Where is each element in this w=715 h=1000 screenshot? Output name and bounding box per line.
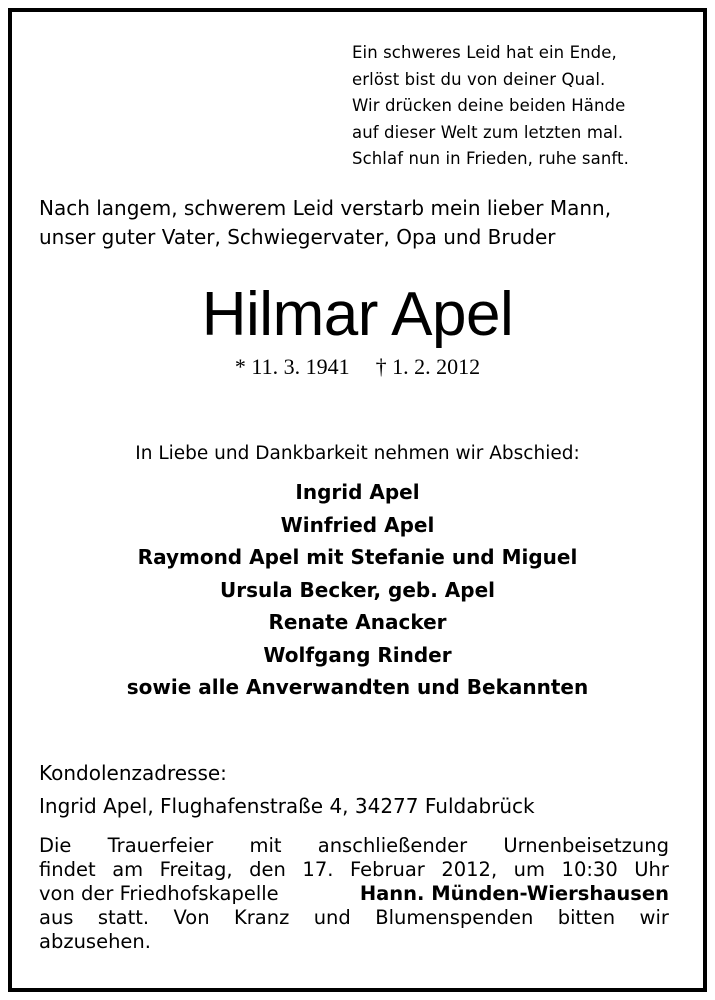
ceremony-line <box>39 930 669 954</box>
word: um <box>513 858 546 881</box>
ceremony-line <box>39 906 669 930</box>
word: statt. <box>97 906 150 929</box>
obituary-notice <box>8 8 707 992</box>
mourner-name: sowie alle Anverwandten und Bekannten <box>126 675 589 699</box>
word: Uhr <box>634 858 669 881</box>
word: Freitag, <box>159 858 233 881</box>
farewell-text: In Liebe und Dankbarkeit nehmen wir Abschied: <box>135 443 580 464</box>
ceremony-location-prefix: von der Friedhofskapelle <box>39 882 279 905</box>
mourner-name: Winfried Apel <box>280 512 435 537</box>
poem-line: erlöst bist du von deiner Qual. <box>352 69 606 89</box>
word: aus <box>39 906 74 929</box>
word: Trauerfeier <box>107 834 214 857</box>
word: bitten <box>557 906 616 929</box>
intro-text <box>39 194 689 252</box>
word: wir <box>639 906 669 929</box>
word: den <box>249 858 286 881</box>
mourner-name: Ursula Becker, geb. Apel <box>219 577 495 602</box>
word: Kranz <box>233 906 290 929</box>
condolence-address: Ingrid Apel, Flughafenstraße 4, 34277 Fuldabrück <box>39 794 535 818</box>
poem <box>352 40 629 173</box>
mourner-name: Ingrid Apel <box>295 480 420 504</box>
mourners-list <box>12 476 703 704</box>
word: mit <box>249 834 282 857</box>
word: Urnenbeisetzung <box>503 834 669 857</box>
word: Februar <box>349 858 425 881</box>
poem-line: auf dieser Welt zum letzten mal. <box>352 122 624 142</box>
word: 17. <box>302 858 334 881</box>
mourner-name: Renate Anacker <box>268 610 447 634</box>
word: Die <box>39 834 72 857</box>
word: 2012, <box>441 858 498 881</box>
condolence-label: Kondolenzadresse: <box>39 761 227 785</box>
ceremony-line <box>39 834 669 858</box>
intro-line: unser guter Vater, Schwiegervater, Opa und Bruder <box>39 225 556 249</box>
word: am <box>112 858 144 881</box>
mourner-name: Raymond Apel mit Stefanie und Miguel <box>137 545 578 569</box>
ceremony-location: Hann. Münden-Wiershausen <box>359 882 669 905</box>
word: findet <box>39 858 96 881</box>
death-date: † 1. 2. 2012 <box>375 354 481 379</box>
word: anschließender <box>317 834 468 857</box>
mourner-name: Wolfgang Rinder <box>263 642 452 667</box>
word: und <box>313 906 351 929</box>
word: abzusehen. <box>39 930 151 953</box>
birth-date: * 11. 3. 1941 <box>234 354 350 379</box>
poem-line: Wir drücken deine beiden Hände <box>352 96 626 115</box>
word: Blumenspenden <box>375 906 534 929</box>
poem-line: Schlaf nun in Frieden, ruhe sanft. <box>352 149 629 168</box>
intro-line: Nach langem, schwerem Leid verstarb mein lieber Mann, <box>39 196 612 220</box>
ceremony-line <box>39 858 669 882</box>
ceremony-text <box>39 834 669 954</box>
word: Von <box>173 906 210 929</box>
deceased-name: Hilmar Apel <box>201 280 514 349</box>
life-dates <box>12 352 703 382</box>
poem-line: Ein schweres Leid hat ein Ende, <box>352 43 617 62</box>
word: 10:30 <box>561 858 618 881</box>
ceremony-line <box>39 882 669 906</box>
